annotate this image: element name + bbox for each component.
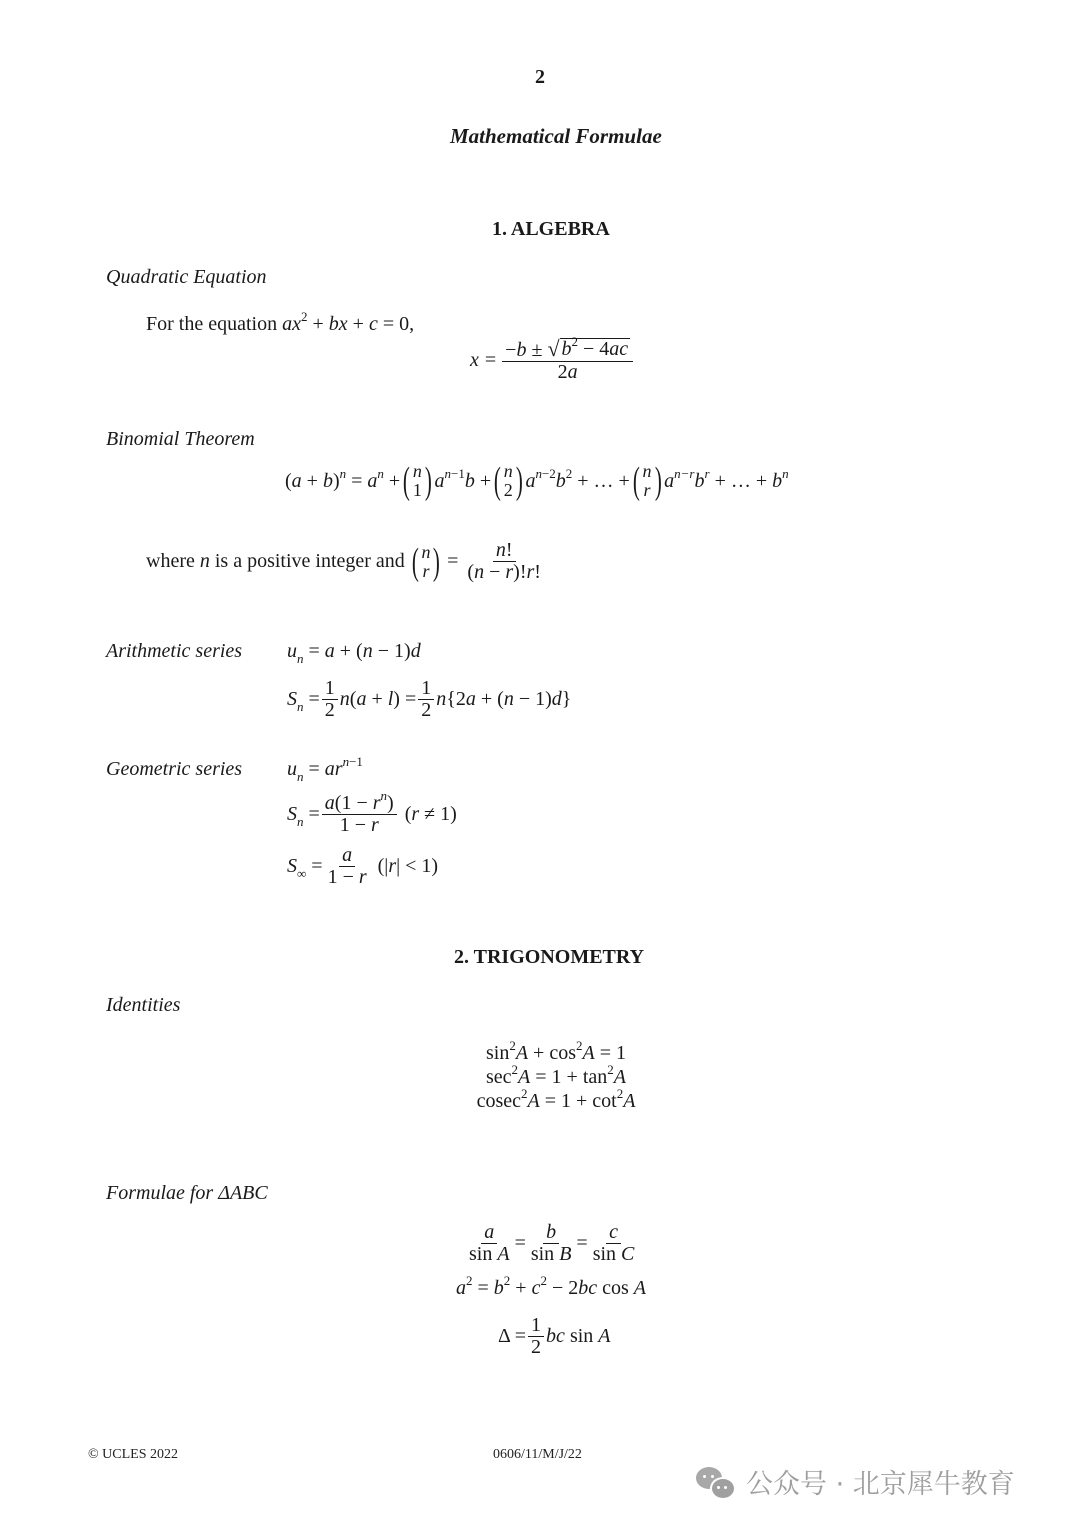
section-heading-algebra: 1. ALGEBRA (492, 218, 610, 240)
triangle-area: Δ = $\frac{1}{2}$ bc sin A (498, 1314, 611, 1358)
binomial-coefficient-n-2: ( n 2 ) (493, 460, 523, 502)
subheading-geometric-series: Geometric series (106, 758, 243, 780)
wechat-icon (696, 1465, 736, 1499)
identity-cosecant: $cosec^2A = 1 + \cot^2A$ (476, 1086, 636, 1112)
geometric-sum-infinity: $S_\infty$ = $\frac{a}{1 - r}$ (|r| < 1) (287, 844, 439, 888)
quadratic-intro-text: For the equation (146, 313, 283, 335)
binomial-coefficient-n-1: ( n 1 ) (403, 460, 432, 502)
footer-paper-code: 0606/11/M/J/22 (493, 1447, 582, 1462)
page-number: 2 (535, 66, 545, 88)
subheading-quadratic-equation: Quadratic Equation (106, 266, 267, 288)
binomial-condition: where n is a positive integer and ( n r ) = $\frac{n!}{(n - r)!r!}$ (146, 539, 541, 583)
quadratic-intro: For the equation $ax^2$ + bx + c = 0, (146, 309, 415, 335)
watermark (696, 1462, 1015, 1501)
arithmetic-nth-term: $u_n = a + (n - 1)d$ (287, 640, 421, 666)
binomial-formula: $(a + b)^n = a^n$ + ( n 1 ) $a^{n-1}b$ + ( n 2 ) $a^{n-2}b^2$ + … + ( n r ) $a^{n-r}b^r$ + … + $b^n$ (285, 460, 789, 502)
arithmetic-sum: $S_n$ = $\frac{1}{2}$ n(a + l) = $\frac{1}{2}$ n{2a + (n − 1)d} (287, 677, 572, 721)
subheading-arithmetic-series: Arithmetic series (106, 640, 243, 662)
subheading-identities: Identities (106, 994, 181, 1016)
geometric-sum: $S_n$ = $\frac{a(1 - r^n)}{1 - r}$ (r ≠ 1) (287, 788, 457, 836)
identity-secant: $\sec^2A = 1 + \tan^2A$ (486, 1062, 626, 1088)
watermark-text: 公众号 · 北京犀牛教育 (746, 1469, 1015, 1500)
footer-copyright: © UCLES 2022 (88, 1447, 178, 1462)
identity-pythagorean: $\sin^2A + \cos^2A = 1$ (485, 1038, 626, 1064)
subheading-triangle-formulae: Formulae for ΔABC (106, 1182, 268, 1204)
sine-rule: $\frac{a}{\text{sin A}}$ = $\frac{b}{\text{sin B}}$ = $\frac{c}{\text{sin C}}$ (469, 1221, 635, 1265)
subheading-binomial-theorem: Binomial Theorem (106, 428, 255, 450)
section-heading-trigonometry: 2. TRIGONOMETRY (454, 946, 645, 968)
document-title: Mathematical Formulae (450, 124, 662, 148)
binomial-coefficient-n-r-def: ( n r ) (411, 540, 441, 583)
geometric-nth-term: $u_n = ar^{n-1}$ (287, 754, 363, 784)
binomial-coefficient-n-r: ( n r ) (632, 460, 662, 502)
quadratic-formula: x = −b ± √ $b^2 - 4ac$ 2a (470, 338, 635, 383)
cosine-rule: $a^2 = b^2 + c^2 - 2bc$ cos A (456, 1273, 647, 1299)
